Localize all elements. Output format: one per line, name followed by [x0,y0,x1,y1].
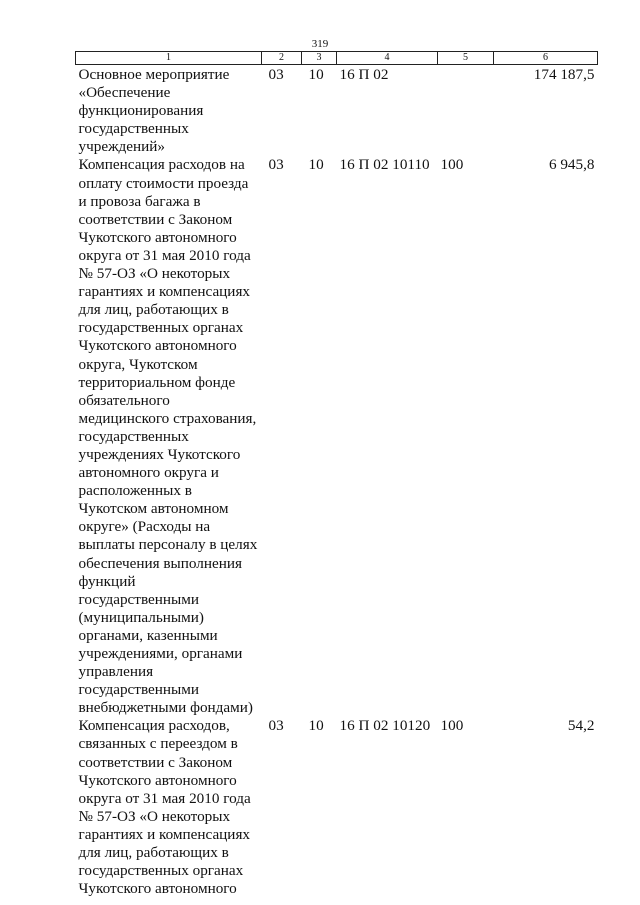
header-col-3: 3 [302,52,337,65]
row-subsection: 10 [308,156,324,174]
row-target-article: 16 П 02 10110 [339,156,430,174]
table-header [76,52,598,65]
row-amount: 174 187,5 [533,66,595,83]
table-row [76,156,598,717]
row-expense-type: 100 [440,156,464,174]
row-name: Компенсация расходов на оплату стоимости проезда и провоза багажа в соответствии с Законом Чукотского автономного округа от 31 мая 2010 года № 57-ОЗ «О некоторых гарантиях и компенсациях для лиц, работающих в государственных органах Чукотского автономного округа, Чукотском территориальном фонде обязательного медицинского страхования, государственных учреждениях Чукотского автономного округа и расположенных в Чукотском автономном округе» (Расходы на выплаты персоналу в целях обеспечения выполнения функций государственными (муниципальными) органами, казенными учреждениями, органами управления государственными внебюджетными фондами) [78,156,258,717]
row-target-article: 16 П 02 [339,66,389,83]
row-target-article: 16 П 02 10120 [339,717,431,735]
row-amount: 54,2 [567,717,595,735]
table-body [76,65,598,899]
row-amount: 6 945,8 [548,156,595,174]
header-row [76,52,598,65]
header-col-4: 4 [337,52,438,65]
row-expense-type [438,65,494,157]
row-expense-type: 100 [440,717,464,735]
row-subsection: 10 [308,66,324,83]
table-row [76,65,598,157]
row-subsection: 10 [308,717,324,735]
row-section: 03 [268,66,284,83]
row-name: Основное мероприятие «Обеспечение функционирования государственных учреждений» [78,66,230,156]
table-row [76,717,598,898]
header-col-2: 2 [262,52,302,65]
header-col-6: 6 [494,52,598,65]
header-col-1: 1 [76,52,262,65]
row-section: 03 [268,156,284,174]
page-number: 319 [311,38,329,50]
row-section: 03 [268,717,284,735]
budget-table [75,51,598,898]
header-col-5: 5 [438,52,494,65]
row-name: Компенсация расходов, связанных с переездом в соответствии с Законом Чукотского автономного округа от 31 мая 2010 года № 57-ОЗ «О некоторых гарантиях и компенсациях для лиц, работающих в государственных органах Чукотского автономного [78,717,251,898]
